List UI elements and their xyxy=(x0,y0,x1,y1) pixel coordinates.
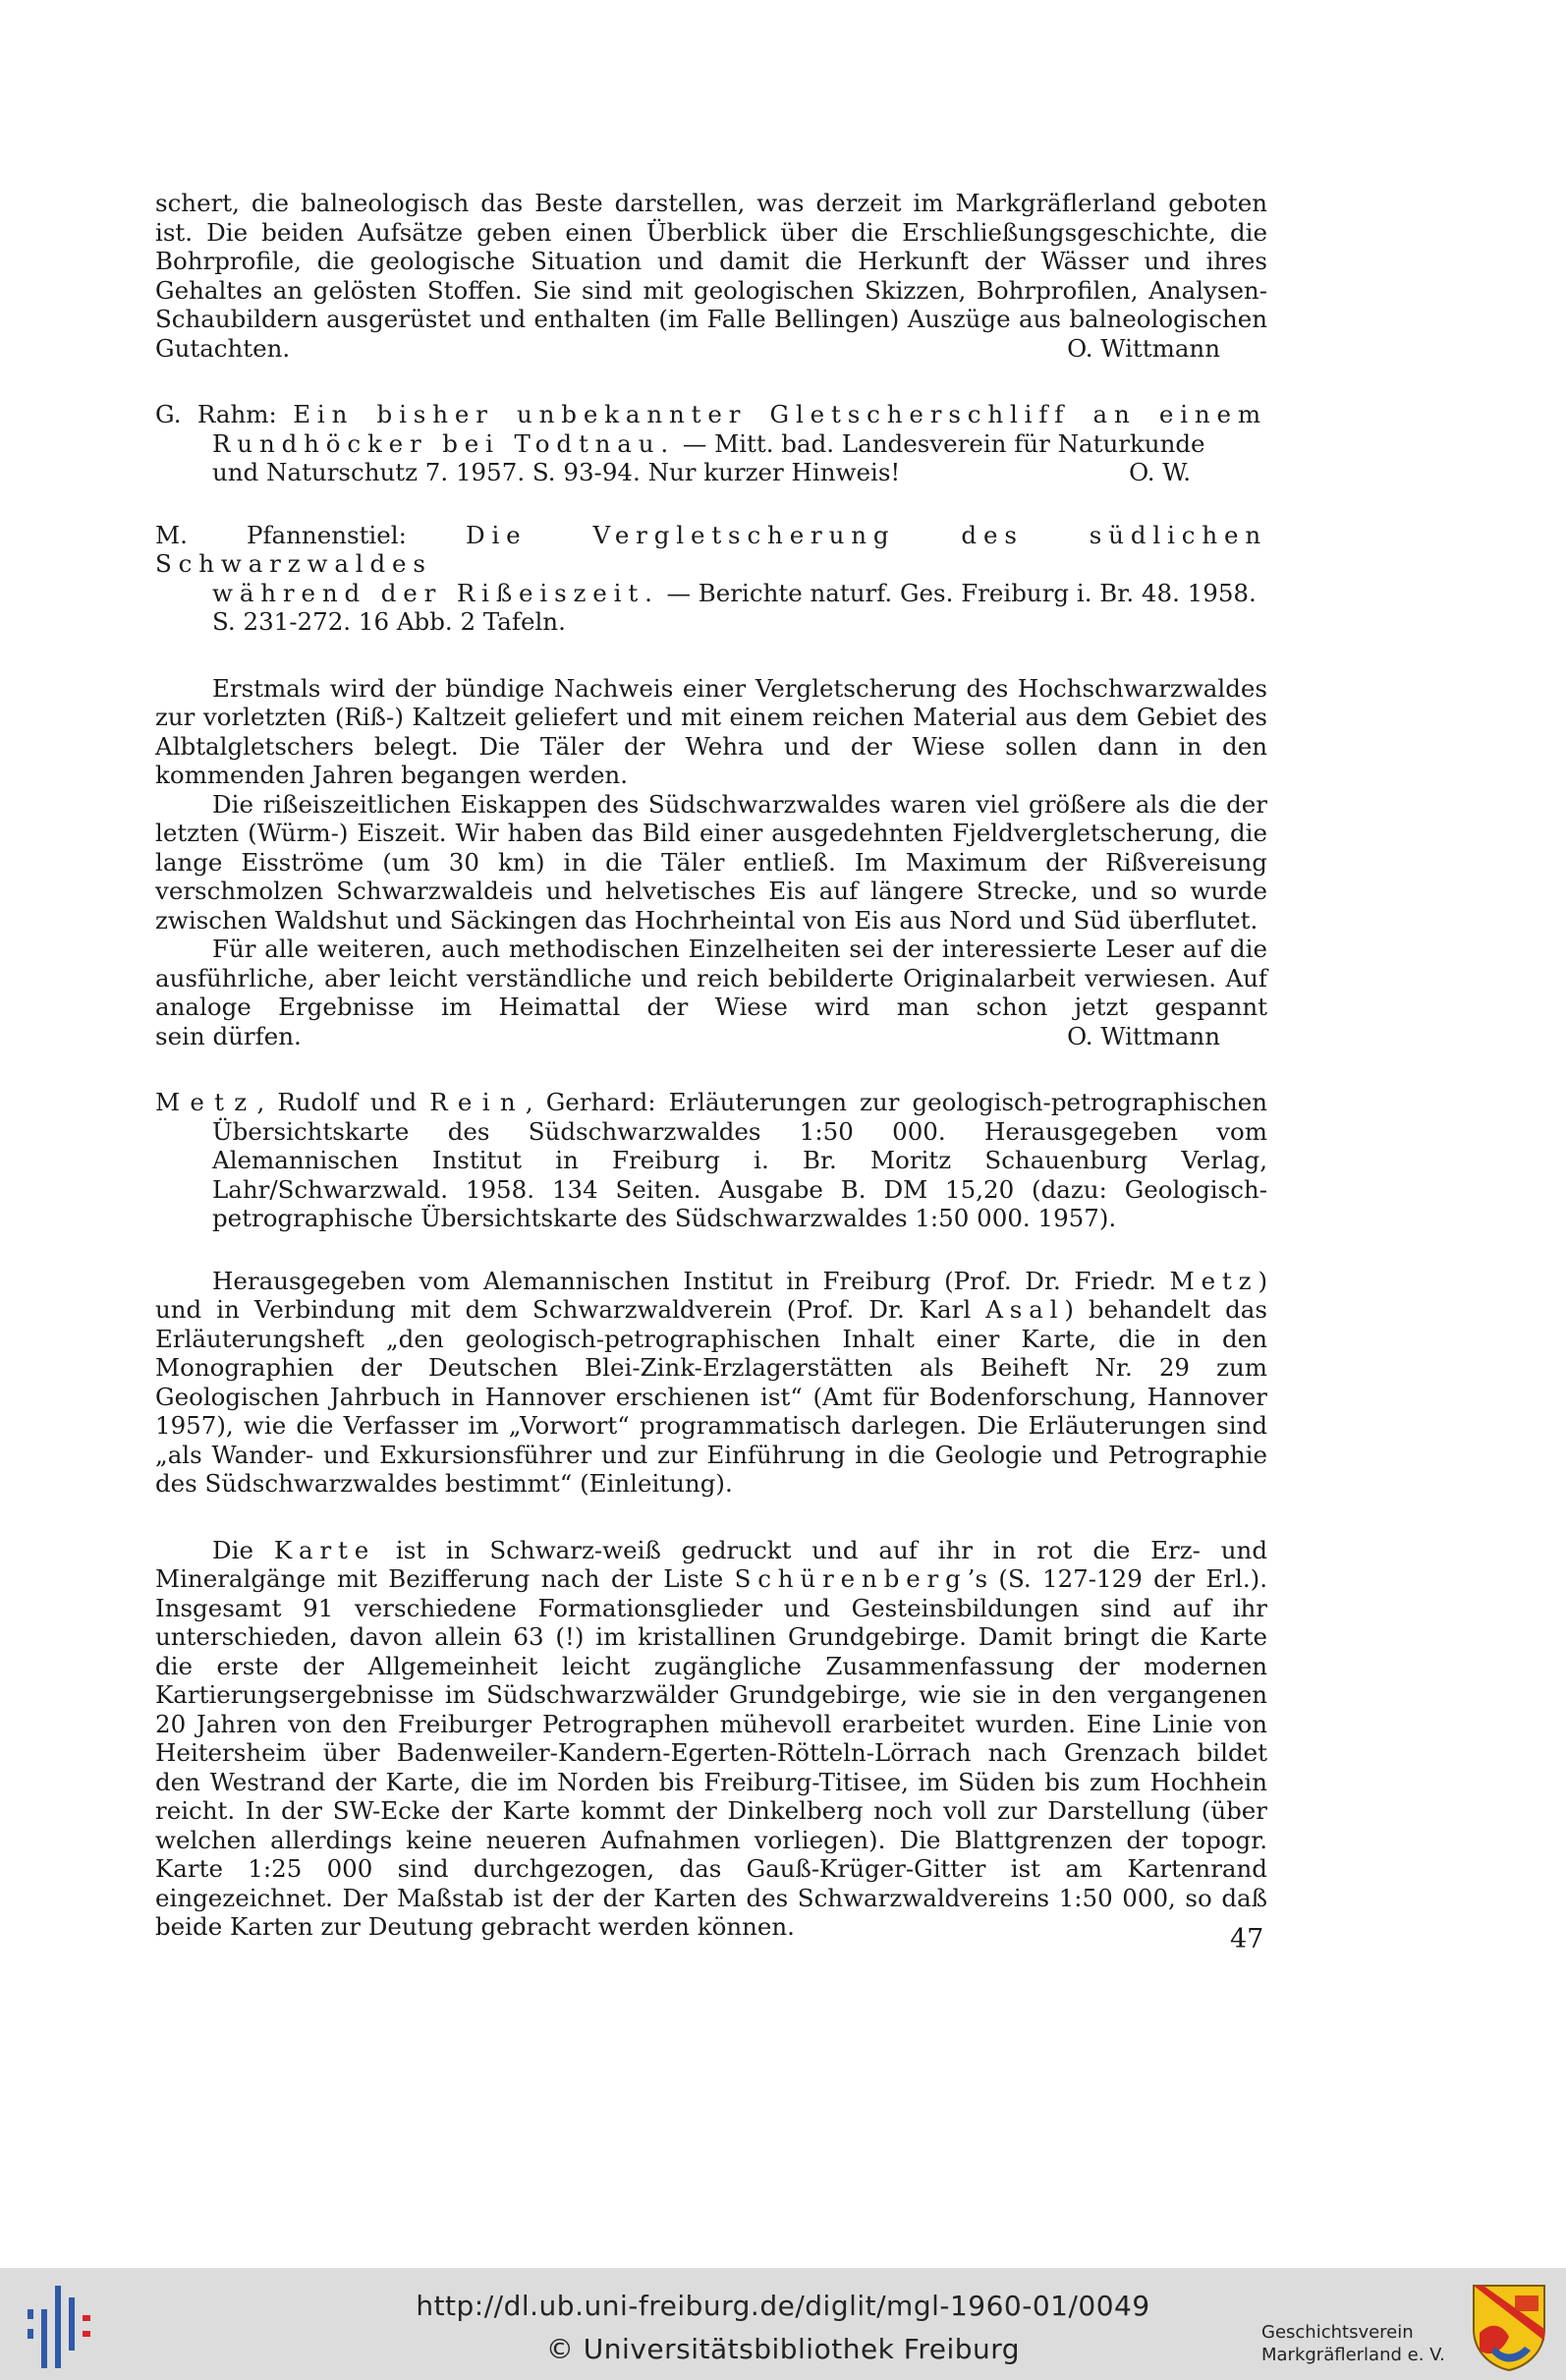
spaced-name: Metz xyxy=(1169,1266,1258,1295)
spaced-name: Asal xyxy=(985,1295,1065,1324)
entry-heading-line xyxy=(155,1088,1267,1117)
bibliography-entry-pfannenstiel xyxy=(155,521,1267,637)
entry-title-cont: Rundhöcker bei Todtnau. xyxy=(212,428,676,458)
review-paragraph xyxy=(155,935,1267,1050)
spaced-name: Schürenberg xyxy=(734,1564,968,1593)
text-run: ’s (S. 127-129 der Erl.). Insgesamt 91 verschiedene Formationsglieder und Gesteinsbildungen sind auf ihr unterschieden, davon allein 63 (!) im kristallinen Grundgebirge. Damit bringt die Karte die erste der Allgemeinheit leicht zugängliche Zusammenfassung der modernen Kartierungsergebnisse im Südschwarzwälder Grundgebirge, wie sie in den vergangenen 20 Jahren von den Freiburger Petrographen mühevoll erarbeitet wurden. Eine Linie von Heitersheim über Badenweiler-Kandern-Egerten-Rötteln-Lörrach nach Grenzach bildet den Westrand der Karte, die im Norden bis Freiburg-Titisee, im Süden bis zum Hochhein reicht. In der SW-Ecke der Karte kommt der Dinkelberg noch voll zur Darstellung (über welchen allerdings keine neueren Aufnahmen vorliegen). Die Blattgrenzen der topogr. Karte 1:25 000 sind durchgezogen, das Gauß-Krüger-Gitter ist am Kartenrand eingezeichnet. Der Maßstab ist der der Karten des Schwarzwaldvereins 1:50 000, so daß beide Karten zur Deutung gebracht werden können. xyxy=(155,1564,1267,1941)
copyright-notice: © Universitätsbibliothek Freiburg xyxy=(545,2333,1021,2365)
entry-author: M. Pfannenstiel: xyxy=(155,520,407,549)
bibliography-entry-metz-rein xyxy=(155,1088,1267,1233)
text-line: ist. Die beiden Aufsätze geben einen Überblick über die Erschließungsgeschichte, die xyxy=(155,217,1267,247)
review-paragraph: Erstmals wird der bündige Nachweis einer Vergletscherung des Hochschwarzwaldes zur vorletzten (Riß-) Kaltzeit geliefert und mit einem reichen Material aus dem Gebiet des Albtalgletschers belegt. Die Täler der Wehra und der Wiese sollen dann in den kommenden Jahren begangen werden. xyxy=(155,673,1267,789)
review-paragraph xyxy=(155,1536,1267,1942)
text-run: ) und in Verbindung mit dem Schwarzwaldverein (Prof. Dr. Karl xyxy=(155,1266,1267,1324)
text-column xyxy=(155,189,1267,1942)
entry-source: — Berichte naturf. Ges. Freiburg i. Br. 48. 1958. xyxy=(658,578,1257,607)
paragraph-body: Für alle weiteren, auch methodischen Einzelheiten sei der interessierte Leser auf die ausführliche, aber leicht verständliche und reich bebilderte Originalarbeit verwiesen. Auf analoge Ergebnisse im Heimattal der Wiese wird man schon jetzt gespannt xyxy=(155,935,1267,1021)
bibliography-entry-rahm xyxy=(155,400,1267,487)
entry-line xyxy=(212,429,1267,459)
entry-author: G. Rahm: xyxy=(155,400,277,428)
entry-line: und Naturschutz 7. 1957. S. 93-94. Nur kurzer Hinweis! xyxy=(212,458,901,486)
review-paragraph: Die rißeiszeitlichen Eiskappen des Südschwarzwaldes waren viel größere als die der letzten (Würm-) Eiszeit. Wir haben das Bild einer ausgedehnten Fjeldvergletscherung, die lange Eisströme (um 30 km) in die Täler entließ. Im Maximum der Rißvereisung verschmolzen Schwarzwaldeis und helvetisches Eis auf längere Strecke, und so wurde zwischen Waldshut und Säckingen das Hochrheintal von Eis aus Nord und Süd überflutet. xyxy=(155,789,1267,935)
entry-title-cont: während der Rißeiszeit. xyxy=(212,578,659,607)
society-name xyxy=(1261,2321,1445,2366)
text-line: sein dürfen. xyxy=(155,1021,302,1050)
entry-author: Metz xyxy=(155,1088,257,1116)
entry-line: S. 231-272. 16 Abb. 2 Tafeln. xyxy=(212,607,566,636)
page-number: 47 xyxy=(1230,1924,1264,1955)
author-signature: O. Wittmann xyxy=(1067,333,1220,363)
entry-heading-line xyxy=(155,521,1267,579)
text-line: Gutachten. xyxy=(155,333,291,363)
signature-row xyxy=(155,334,1267,364)
paragraph-continuation xyxy=(155,189,1267,363)
entry-details: Übersichtskarte des Südschwarzwaldes 1:50 000. Herausgegeben vom Alemannischen Institut in Freiburg i. Br. Moritz Schauenburg Verlag, Lahr/Schwarzwald. 1958. 134 Seiten. Ausgabe B. DM 15,20 (dazu: Geologisch-petrographische Übersichtskarte des Südschwarzwaldes 1:50 000. 1957). xyxy=(212,1116,1267,1232)
entry-title: , Gerhard: Erläuterungen zur geologisch-petrographischen xyxy=(525,1088,1267,1116)
entry-line xyxy=(212,579,1267,608)
text-run: ist in Schwarz-weiß gedruckt und auf ihr in rot die Erz- und Mineralgänge mit Bezifferung nach der Liste xyxy=(155,1535,1268,1593)
document-url-link[interactable]: http://dl.ub.uni-freiburg.de/diglit/mgl-1960-01/0049 xyxy=(416,2290,1150,2322)
text-line: Bohrprofile, die geologische Situation und damit die Herkunft der Wässer und ihres xyxy=(155,247,1267,275)
spaced-name: Karte xyxy=(273,1535,376,1564)
entry-title: Die Vergletscherung des südlichen Schwarzwaldes xyxy=(155,520,1267,578)
entry-heading-line xyxy=(155,400,1267,429)
entry-title: Ein bisher unbekannter Gletscherschliff an einem xyxy=(293,400,1267,428)
author-signature: O. Wittmann xyxy=(1067,1021,1220,1050)
text-line: Gehaltes an gelösten Stoffen. Sie sind mit geologischen Skizzen, Bohrprofilen, Analysen- xyxy=(155,275,1267,305)
text-run: ) behandelt das Erläuterungsheft „den geologisch-petrographischen Inhalt einer Karte, die in den Monographien der Deutschen Blei-Zink-Erzlagerstätten als Beiheft Nr. 29 zum Geologischen Jahrbuch in Hannover erschienen ist“ (Amt für Bodenforschung, Hannover 1957), wie die Verfasser im „Vorwort“ programmatisch darlegen. Die Erläuterungen sind „als Wander- und Exkursionsführer und zur Einführung in die Geologie und Petrographie des Südschwarzwaldes bestimmt“ (Einleitung). xyxy=(155,1295,1267,1498)
signature-row xyxy=(212,458,1267,487)
entry-author-joiner: , Rudolf und xyxy=(256,1088,430,1116)
text-line: Schaubildern ausgerüstet und enthalten (im Falle Bellingen) Auszüge aus balneologischen xyxy=(155,305,1267,333)
author-signature: O. W. xyxy=(1129,458,1191,486)
entry-source: — Mitt. bad. Landesverein für Naturkunde xyxy=(675,428,1205,458)
entry-author: Rein xyxy=(429,1088,526,1116)
society-name-line1: Geschichtsverein xyxy=(1261,2322,1414,2343)
text-run: Herausgegeben vom Alemannischen Institut in Freiburg (Prof. Dr. Friedr. xyxy=(212,1266,1170,1295)
footer-bar xyxy=(0,2268,1566,2380)
society-name-line2: Markgräflerland e. V. xyxy=(1261,2345,1445,2365)
text-line: schert, die balneologisch das Beste darstellen, was derzeit im Markgräflerland geboten xyxy=(155,189,1267,217)
text-run: Die xyxy=(212,1535,274,1564)
signature-row xyxy=(155,1022,1267,1051)
review-paragraph xyxy=(155,1267,1267,1499)
coat-of-arms-icon[interactable] xyxy=(1470,2282,1548,2372)
